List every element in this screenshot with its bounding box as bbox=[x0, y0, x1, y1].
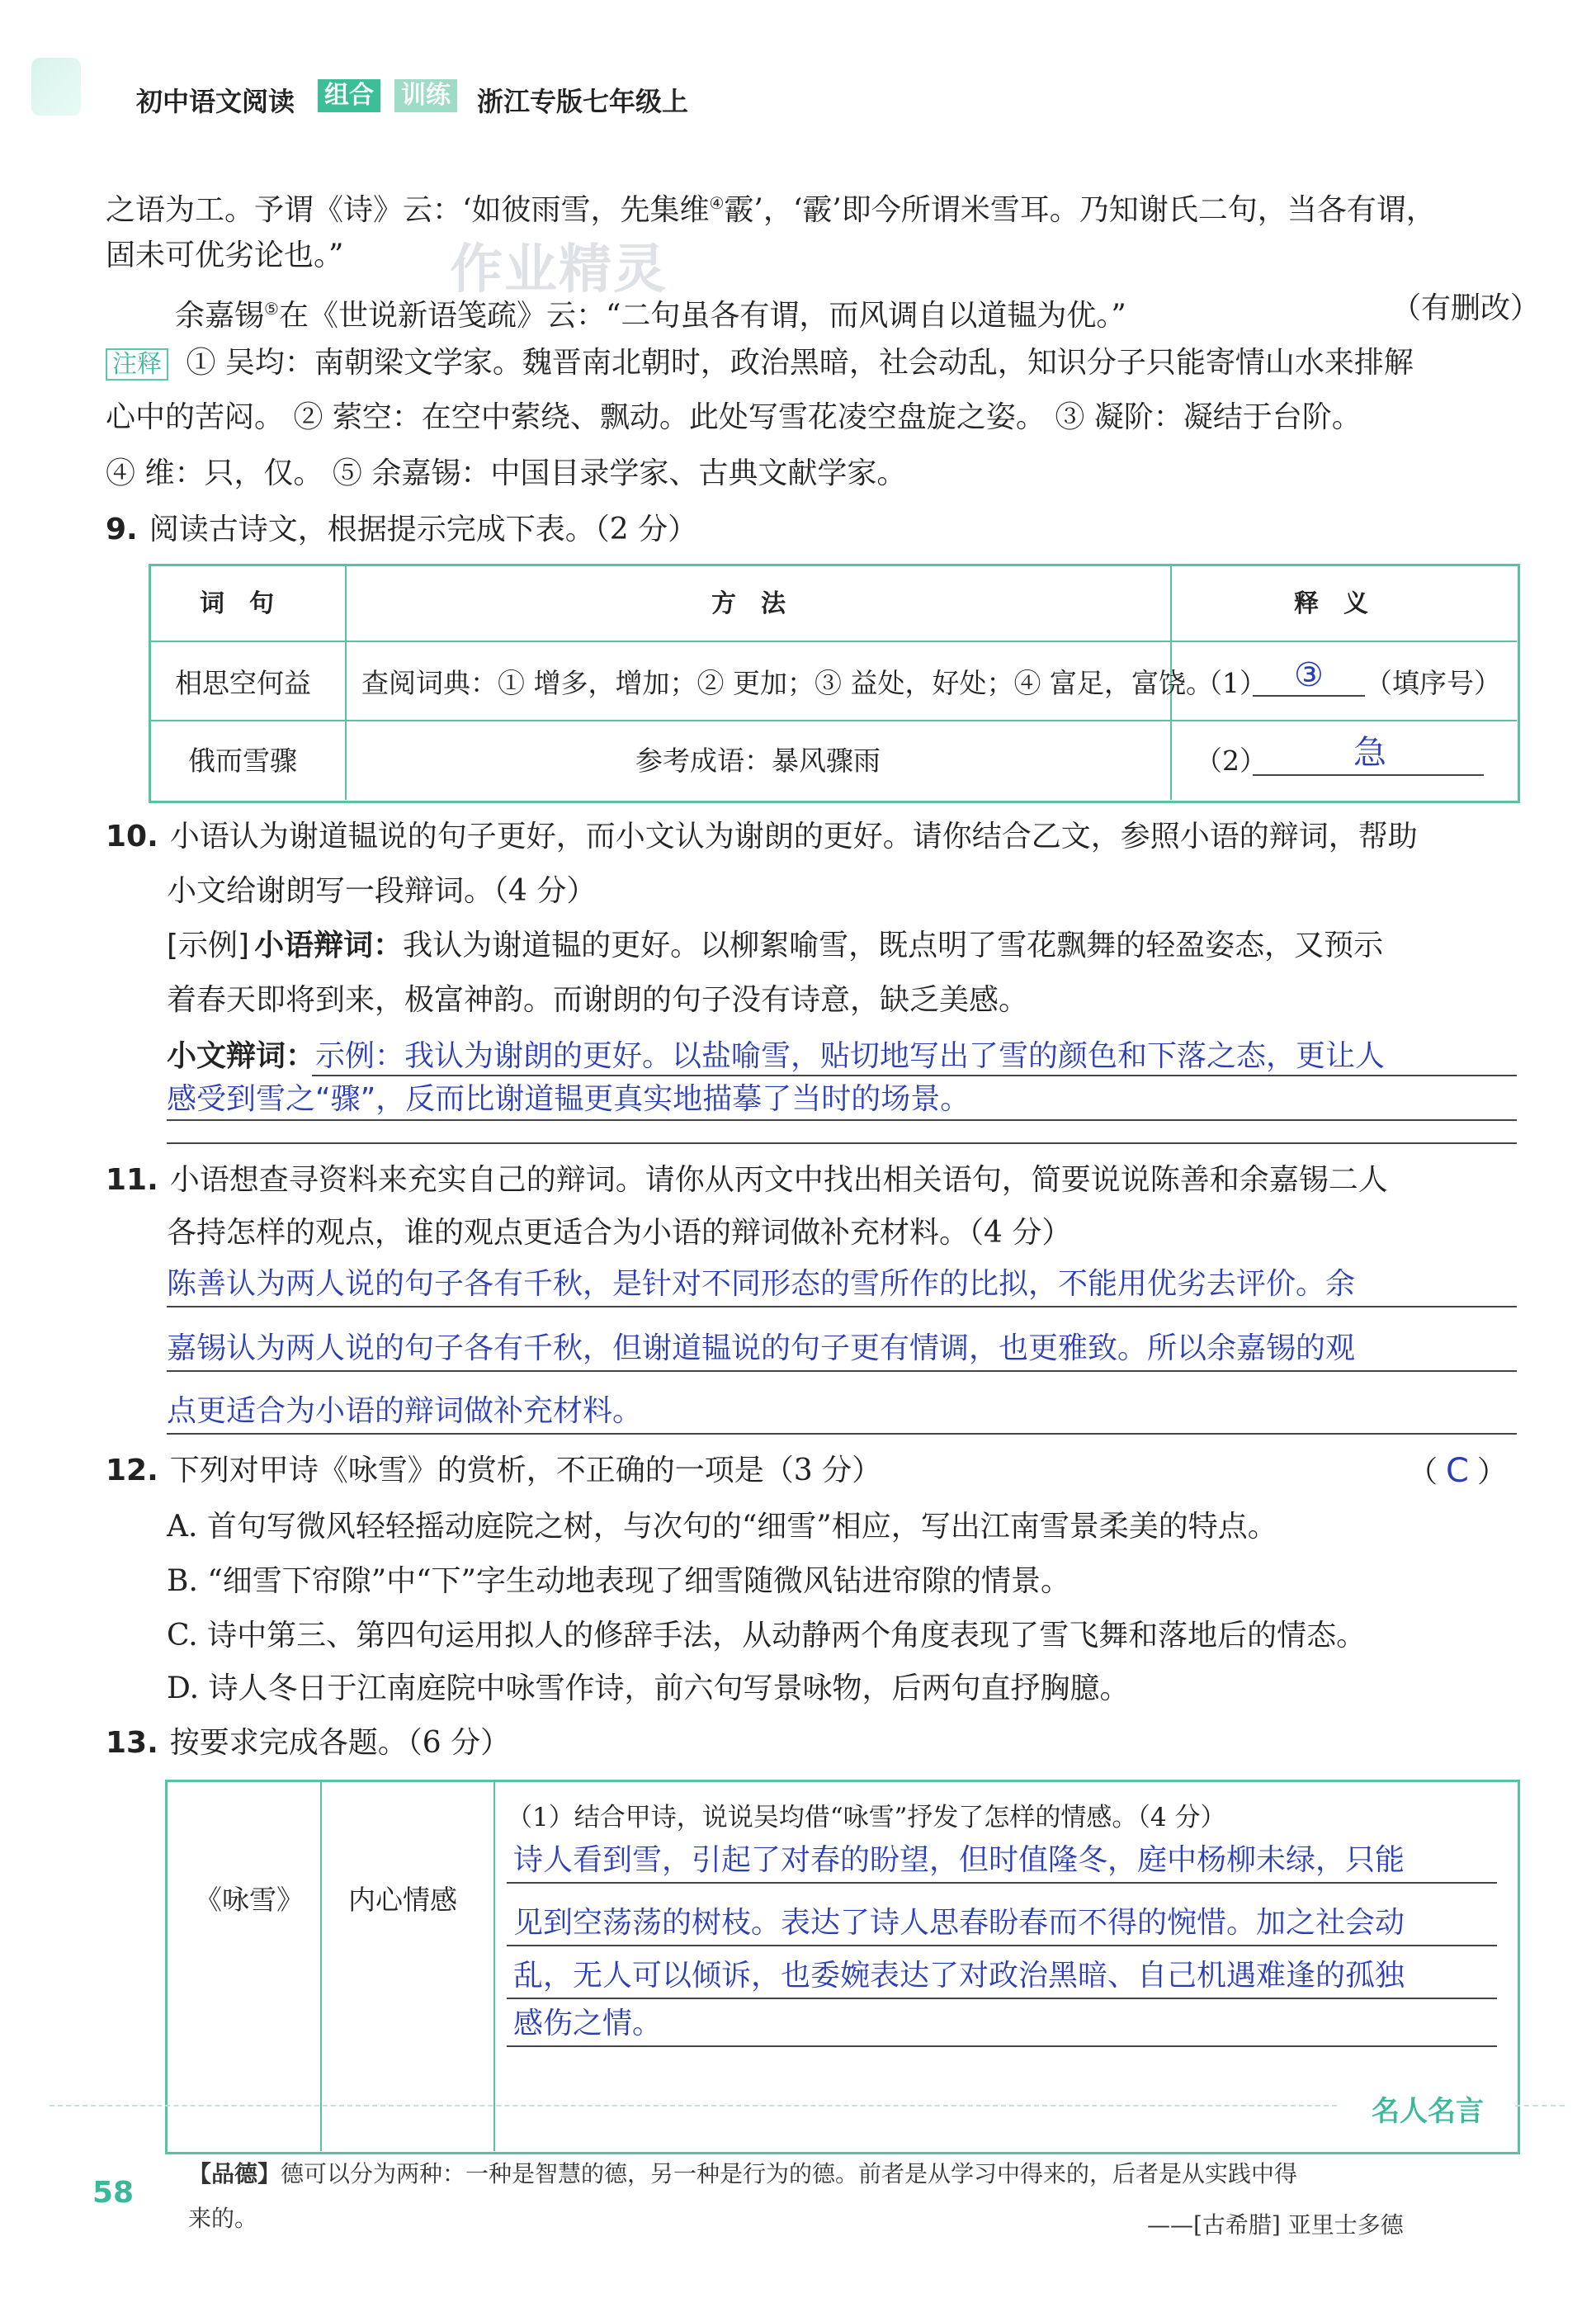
question-10-line-1: 10. 小语认为谢道韫说的句子更好，而小文认为谢朗的更好。请你结合乙文，参照小语的辩词，帮助 bbox=[106, 820, 1418, 853]
book-title: 初中语文阅读 bbox=[136, 86, 295, 117]
watermark: 作业精灵 bbox=[450, 239, 668, 300]
question-10-line-2: 小文给谢朗写一段辩词。（4 分） bbox=[167, 874, 597, 908]
footer-attribution: ——[古希腊] 亚里士多德 bbox=[1147, 2211, 1404, 2239]
q9-header-meaning: 释 义 bbox=[1294, 589, 1368, 618]
q9-row1-phrase: 相思空何益 bbox=[175, 667, 311, 699]
question-12: 12. 下列对甲诗《咏雪》的赏析，不正确的一项是（3 分） bbox=[106, 1454, 882, 1487]
page-number: 58 bbox=[92, 2176, 135, 2210]
q12-answer-bracket: （ C ） bbox=[1408, 1452, 1507, 1490]
q9-row2-label: （2） bbox=[1195, 745, 1267, 777]
q9-row1-suffix: （填序号） bbox=[1365, 667, 1501, 699]
passage-line-2: 固未可优劣论也。” bbox=[106, 239, 344, 272]
notes-line-2: 心中的苦闷。 ② 萦空：在空中萦绕、飘动。此处写雪花凌空盘旋之姿。 ③ 凝阶：凝结于台阶。 bbox=[106, 400, 1362, 434]
footer-divider bbox=[50, 2105, 1337, 2106]
q11-answer-line-3[interactable]: 点更适合为小语的辩词做补充材料。 bbox=[167, 1394, 643, 1428]
header-decoration bbox=[31, 58, 81, 116]
q12-option-c: C. 诗中第三、第四句运用拟人的修辞手法，从动静两个角度表现了雪飞舞和落地后的情态。 bbox=[167, 1619, 1367, 1653]
q9-header-method: 方 法 bbox=[711, 589, 786, 618]
notes-line-3: ④ 维：只，仅。 ⑤ 余嘉锡：中国目录学家、古典文献学家。 bbox=[106, 456, 907, 490]
footer-quote-line-1: 【品德】德可以分为两种：一种是智慧的德，另一种是行为的德。前者是从学习中得来的，后者是从实践中得 bbox=[188, 2160, 1298, 2187]
notes-tag: 注释 bbox=[106, 348, 168, 381]
header-badge-combo: 组合 bbox=[318, 79, 380, 112]
passage-line-1: 之语为工。予谓《诗》云：‘如彼雨雪，先集维④霰’，‘霰’即今所谓米雪耳。乃知谢氏二句，当各有谓， bbox=[106, 193, 1436, 227]
q9-row1-label: （1） bbox=[1195, 667, 1267, 699]
q10-example-line-1: [示例] 小语辩词：我认为谢道韫的更好。以柳絮喻雪，既点明了雪花飘舞的轻盈姿态，又预示 bbox=[167, 929, 1384, 962]
q9-row2-answer[interactable]: 急 bbox=[1353, 734, 1386, 772]
q13-answer-line-1[interactable]: 诗人看到雪，引起了对春的盼望，但时值隆冬，庭中杨柳未绿，只能 bbox=[513, 1843, 1405, 1877]
passage-line-3: 余嘉锡⑤在《世说新语笺疏》云：“二句虽各有谓，而风调自以道韫为优。” bbox=[175, 299, 1126, 333]
q12-answer[interactable]: C bbox=[1446, 1452, 1469, 1490]
question-13: 13. 按要求完成各题。（6 分） bbox=[106, 1726, 511, 1760]
notes-line-1: 注释 ① 吴均：南朝梁文学家。魏晋南北朝时，政治黑暗，社会动乱，知识分子只能寄情山水来排解 bbox=[106, 343, 1414, 383]
q11-answer-line-2[interactable]: 嘉锡认为两人说的句子各有千秋，但谢道韫说的句子更有情调，也更雅致。所以余嘉锡的观 bbox=[167, 1331, 1356, 1365]
q10-answer-line-2[interactable]: 感受到雪之“骤”，反而比谢道韫更真实地描摹了当时的场景。 bbox=[167, 1082, 970, 1116]
q9-row2-phrase: 俄而雪骤 bbox=[188, 745, 297, 777]
q12-option-b: B. “细雪下帘隙”中“下”字生动地表现了细雪随微风钻进帘隙的情景。 bbox=[167, 1564, 1070, 1598]
header-badge-training: 训练 bbox=[394, 79, 457, 112]
q9-header-phrase: 词 句 bbox=[200, 589, 274, 618]
question-11-line-2: 各持怎样的观点，谁的观点更适合为小语的辩词做补充材料。（4 分） bbox=[167, 1216, 1072, 1250]
book-subtitle: 浙江专版七年级上 bbox=[477, 86, 689, 117]
q13-col-emotion: 内心情感 bbox=[348, 1884, 457, 1916]
q10-example-line-2: 着春天即将到来，极富神韵。而谢朗的句子没有诗意，缺乏美感。 bbox=[167, 983, 1029, 1017]
q13-answer-line-3[interactable]: 乱，无人可以倾诉，也委婉表达了对政治黑暗、自己机遇难逢的孤独 bbox=[513, 1959, 1405, 1993]
q12-option-d: D. 诗人冬日于江南庭院中咏雪作诗，前六句写景咏物，后两句直抒胸臆。 bbox=[167, 1671, 1130, 1705]
footer-quote-line-2: 来的。 bbox=[188, 2205, 258, 2232]
q10-answer-line-1: 小文辩词：示例：我认为谢朗的更好。以盐喻雪，贴切地写出了雪的颜色和下落之态，更让人 bbox=[167, 1039, 1386, 1073]
footer-section-title: 名人名言 bbox=[1372, 2095, 1484, 2128]
q13-answer-line-2[interactable]: 见到空荡荡的树枝。表达了诗人思春盼春而不得的惋惜。加之社会动 bbox=[513, 1906, 1405, 1940]
q11-answer-line-1[interactable]: 陈善认为两人说的句子各有千秋，是针对不同形态的雪所作的比拟，不能用优劣去评价。余 bbox=[167, 1267, 1356, 1301]
q9-row1-answer[interactable]: ③ bbox=[1294, 656, 1324, 694]
q13-answer-line-4[interactable]: 感伤之情。 bbox=[513, 2007, 663, 2040]
q9-row1-method: 查阅词典：① 增多，增加；② 更加；③ 益处，好处；④ 富足，富饶。 bbox=[361, 667, 1213, 699]
question-9: 9. 阅读古诗文，根据提示完成下表。（2 分） bbox=[106, 513, 698, 546]
q12-option-a: A. 首句写微风轻轻摇动庭院之树，与次句的“细雪”相应，写出江南雪景柔美的特点。 bbox=[167, 1510, 1277, 1544]
passage-source: （有删改） bbox=[1391, 291, 1541, 325]
q13-prompt: （1）结合甲诗，说说吴均借“咏雪”抒发了怎样的情感。（4 分） bbox=[507, 1803, 1226, 1832]
q13-col-poem: 《咏雪》 bbox=[195, 1884, 304, 1916]
q9-row2-method: 参考成语：暴风骤雨 bbox=[635, 745, 881, 777]
question-11-line-1: 11. 小语想查寻资料来充实自己的辩词。请你从丙文中找出相关语句，简要说说陈善和余嘉锡二人 bbox=[106, 1163, 1388, 1197]
